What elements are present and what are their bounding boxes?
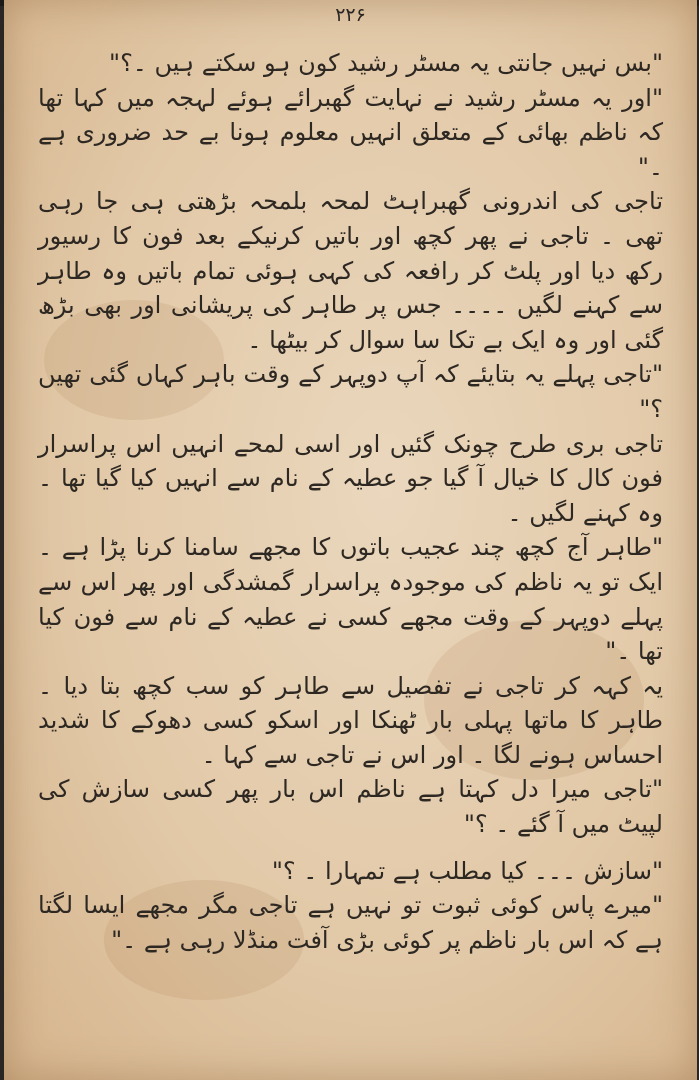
paragraph: "بس نہیں جانتی یہ مسٹر رشید کون ہو سکتے ہیں ۔؟" <box>109 49 663 77</box>
paragraph: تاجی بری طرح چونک گئیں اور اسی لمحے انہیں اس پراسرار فون کال کا خیال آ گیا جو عطیہ کے نام سے انہیں کیا گیا تھا ۔ وہ کہنے لگیں ۔ <box>38 429 663 527</box>
paragraph: "میرے پاس کوئی ثبوت تو نہیں ہے تاجی مگر مجھے ایسا لگتا ہے کہ اس بار ناظم پر کوئی بڑی آفت منڈلا رہی ہے ۔" <box>38 891 663 954</box>
page-body <box>38 46 663 957</box>
paragraph: تاجی کی اندرونی گھبراہٹ لمحہ بلمحہ بڑھتی ہی جا رہی تھی ۔ تاجی نے پھر کچھ اور باتیں کرنیکے بعد فون کا رسیور رکھ دیا اور پلٹ کر رافعہ کی کہی ہوئی تمام باتیں وہ طاہر سے کہنے لگیں ۔۔۔۔ جس پر طاہر کی پریشانی اور بھی بڑھ گئی اور وہ ایک بے تکا سا سوال کر بیٹھا ۔ <box>38 187 663 354</box>
paragraph: یہ کہہ کر تاجی نے تفصیل سے طاہر کو سب کچھ بتا دیا ۔ طاہر کا ماتھا پہلی بار ٹھنکا اور اسکو کسی دھوکے کا شدید احساس ہونے لگا ۔ اور اس نے تاجی سے کہا ۔ <box>38 671 663 769</box>
page-number: ۲۲۶ <box>335 4 366 26</box>
paragraph: "طاہر آج کچھ چند عجیب باتوں کا مجھے سامنا کرنا پڑا ہے ۔ ایک تو یہ ناظم کی موجودہ پراسرار گمشدگی اور پھر اس سے پہلے دوپہر کے وقت مجھے کسی نے عطیہ کے نام سے فون کیا تھا ۔" <box>38 533 663 666</box>
paragraph: "تاجی میرا دل کہتا ہے ناظم اس بار پھر کسی سازش کی لپیٹ میں آ گئے ۔ ؟" <box>38 775 663 839</box>
book-page <box>4 0 697 1080</box>
paragraph: "اور یہ مسٹر رشید نے نہایت گھبرائے ہوئے لہجہ میں کہا تھا کہ ناظم بھائی کے متعلق انہیں معلوم ہونا بے حد ضروری ہے ۔" <box>38 83 663 181</box>
paragraph: "سازش ۔۔۔ کیا مطلب ہے تمہارا ۔ ؟" <box>271 856 663 885</box>
paragraph: "تاجی پہلے یہ بتایئے کہ آپ دوپہر کے وقت باہر کہاں گئی تھیں ؟" <box>38 360 663 423</box>
